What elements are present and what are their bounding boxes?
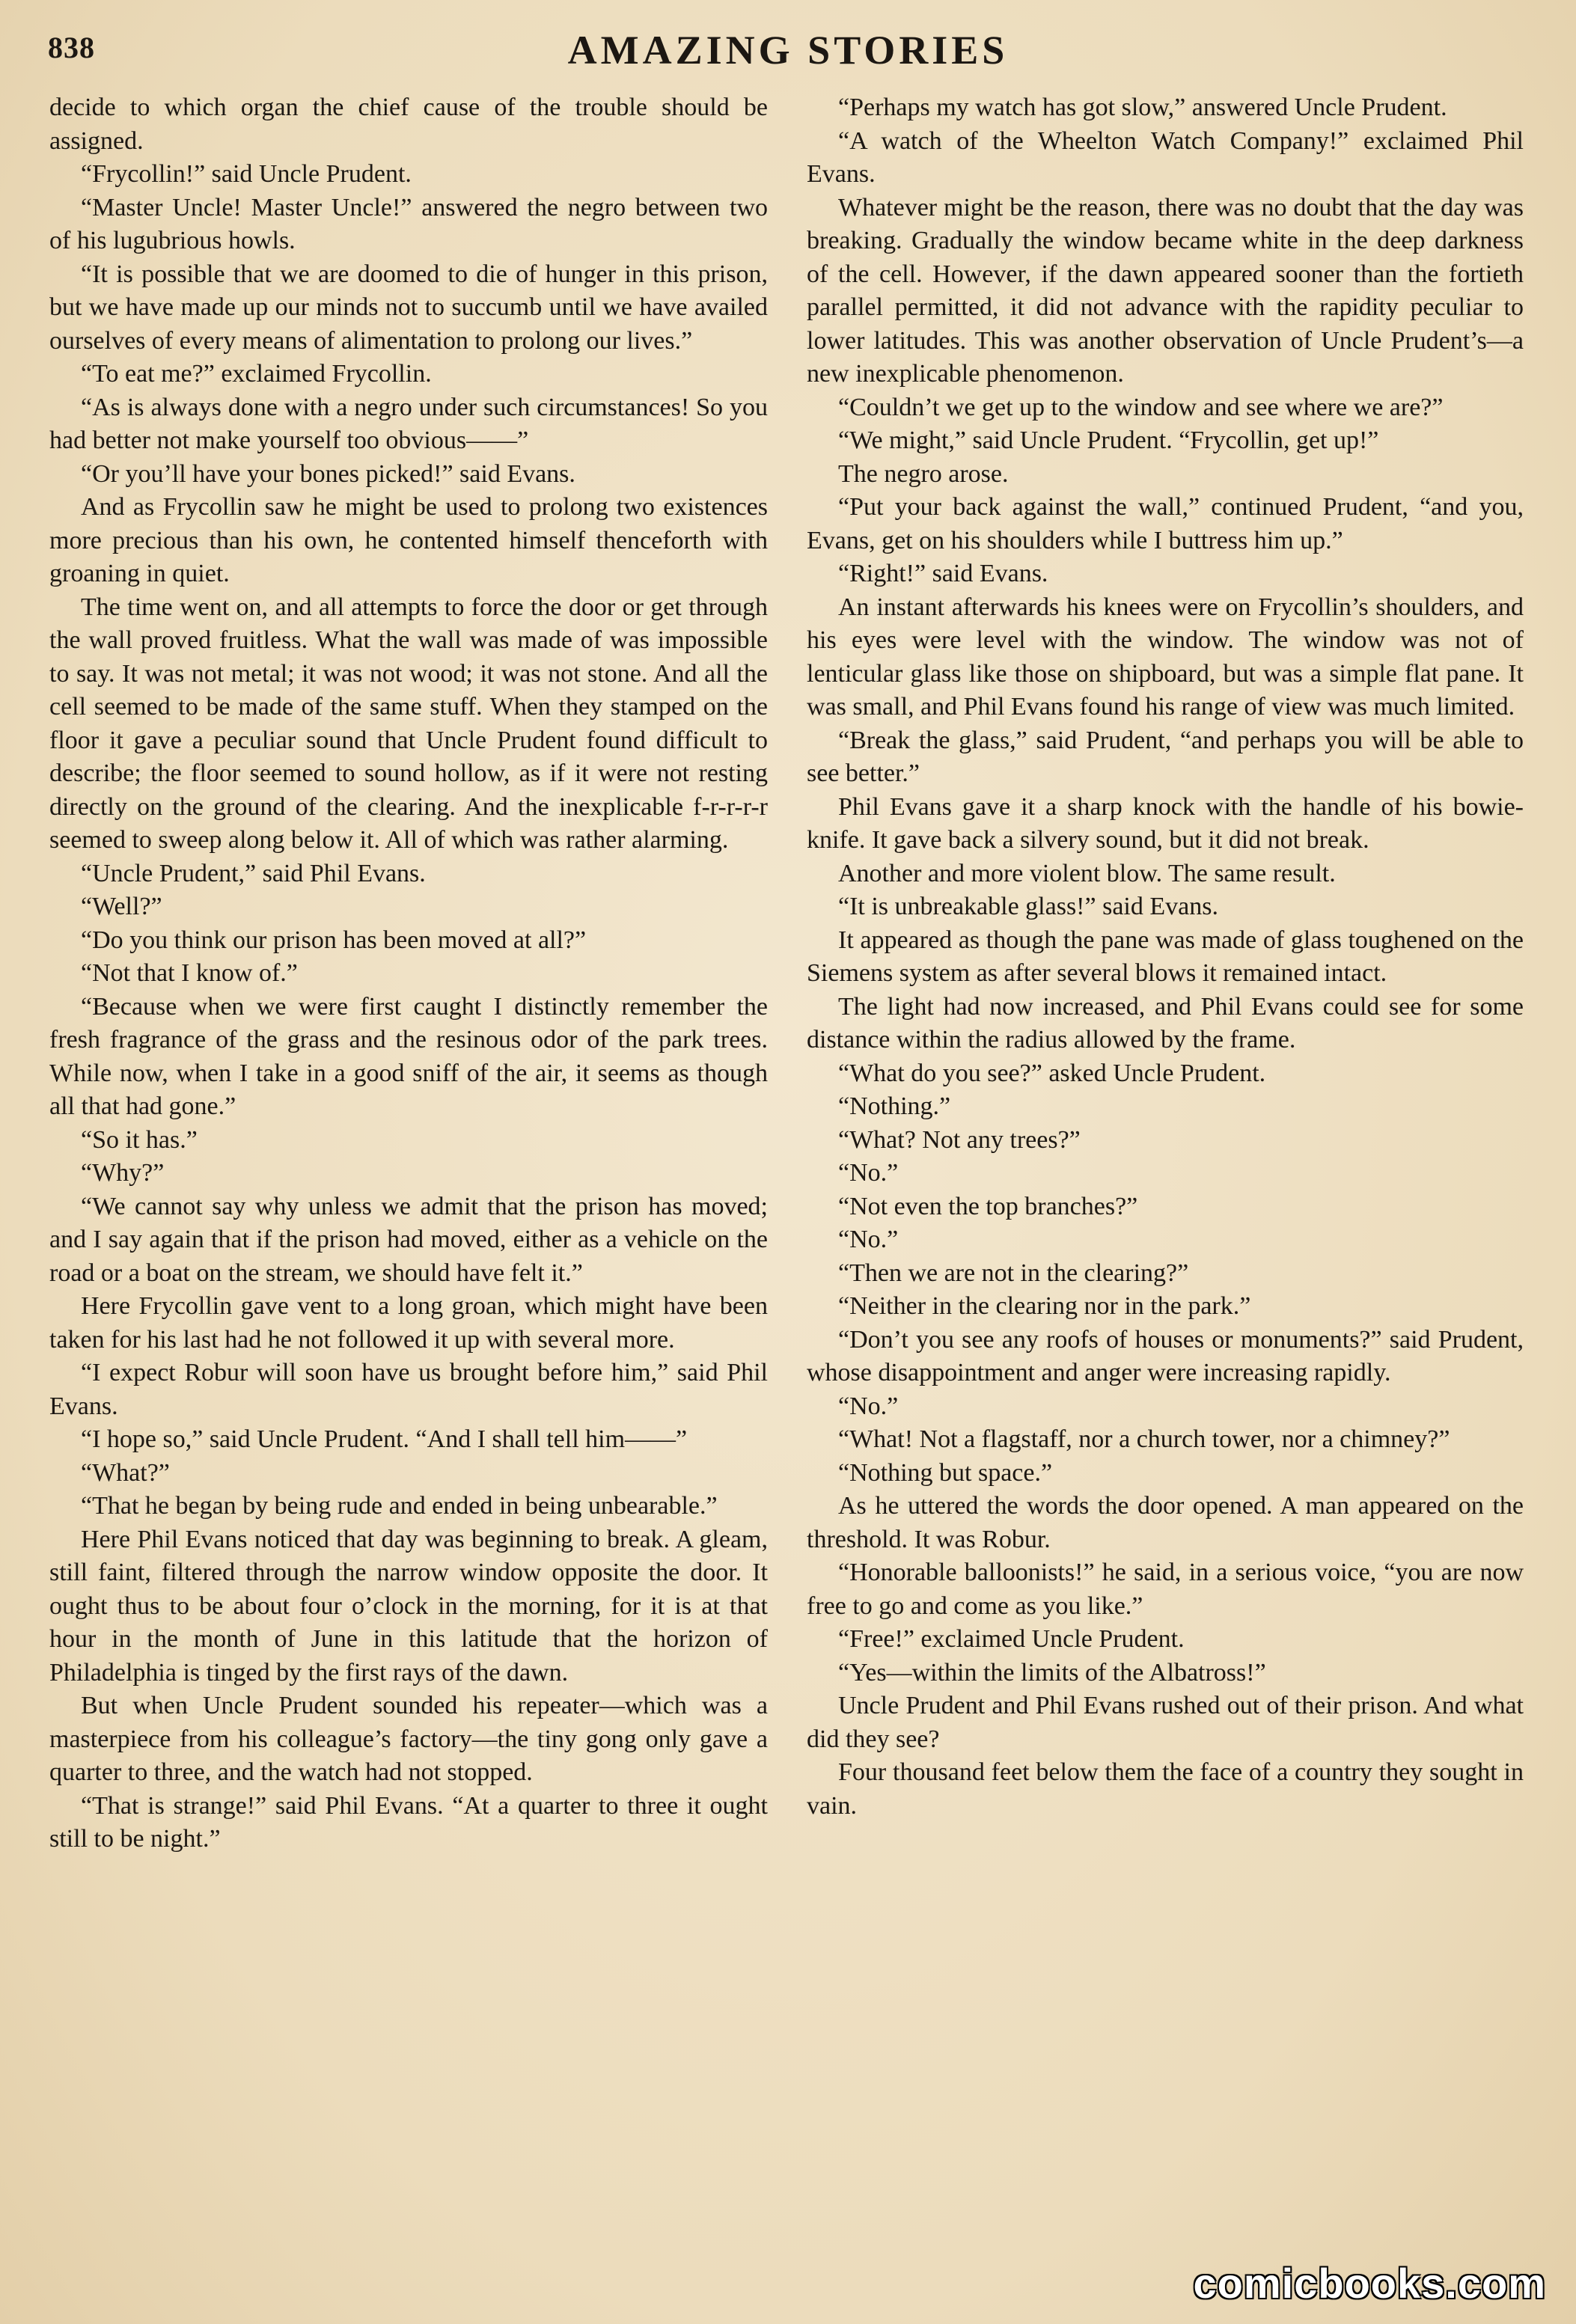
paragraph: “Or you’ll have your bones picked!” said Evans. — [81, 459, 575, 488]
paragraph: “Break the glass,” said Prudent, “and perhaps you will be able to see better.” — [807, 726, 1524, 787]
paragraph: “To eat me?” exclaimed Frycollin. — [81, 360, 432, 388]
magazine-title: AMAZING STORIES — [567, 28, 1009, 73]
paragraph: “No.” — [838, 1392, 899, 1420]
paragraph: “Perhaps my watch has got slow,” answered Uncle Prudent. — [838, 94, 1447, 121]
paragraph: “Nothing but space.” — [838, 1458, 1053, 1487]
paragraph: Uncle Prudent and Phil Evans rushed out of their prison. And what did they see? — [807, 1692, 1524, 1753]
page-header — [48, 27, 1528, 79]
watermark: comicbooks.com — [1193, 2260, 1546, 2307]
paragraph: “Because when we were first caught I distinctly remember the fresh fragrance of the grass and the resinous odor of the park trees. While now, when I take in a good sniff of the air, it seems as though all that had gone.” — [49, 992, 768, 1120]
paragraph: And as Frycollin saw he might be used to prolong two existences more precious than his own, he contented himself thenceforth with groaning in quiet. — [49, 493, 768, 587]
paragraph: As he uttered the words the door opened. A man appeared on the threshold. It was Robur. — [807, 1492, 1524, 1553]
paragraph: “We might,” said Uncle Prudent. “Frycollin, get up!” — [838, 426, 1379, 454]
paragraph: The light had now increased, and Phil Evans could see for some distance within the radius allowed by the frame. — [807, 992, 1524, 1054]
paragraph: “That he began by being rude and ended in being unbearable.” — [81, 1492, 718, 1520]
paragraph: “What do you see?” asked Uncle Prudent. — [838, 1059, 1266, 1087]
paragraph: “Right!” said Evans. — [838, 560, 1048, 587]
paragraph: It appeared as though the pane was made of glass toughened on the Siemens system as after several blows it remained intact. — [807, 926, 1524, 987]
left-text-column — [49, 91, 768, 1856]
paragraph: “Do you think our prison has been moved at all?” — [81, 926, 587, 954]
paragraph: “What?” — [81, 1458, 170, 1487]
paragraph: “So it has.” — [81, 1125, 198, 1154]
paragraph: “No.” — [838, 1226, 899, 1253]
paragraph: “Master Uncle! Master Uncle!” answered the negro between two of his lugubrious howls. — [49, 193, 768, 254]
paragraph: “Then we are not in the clearing?” — [838, 1259, 1189, 1287]
paragraph: “Well?” — [81, 893, 162, 920]
paragraph: “We cannot say why unless we admit that the prison has moved; and I say again that if the prison had moved, either as a vehicle on the road or a boat on the stream, we should have felt it.” — [49, 1192, 768, 1287]
paragraph: The negro arose. — [838, 459, 1009, 488]
paragraph: The time went on, and all attempts to force the door or get through the wall proved fruitless. What the wall was made of was impossible to say. It was not metal; it was not wood; it was not stone. And all the cell seemed to be made of the same stuff. When they stamped on the floor it gave a peculiar sound that Uncle Prudent found difficult to describe; the floor seemed to sound hollow, as if it were not resting directly on the ground of the clearing. And the inexplicable f-r-r-r-r seemed to sweep along below it. All of which was rather alarming. — [49, 593, 768, 854]
paragraph: “It is unbreakable glass!” said Evans. — [838, 893, 1218, 920]
paragraph: “Frycollin!” said Uncle Prudent. — [81, 160, 412, 188]
paragraph: “Neither in the clearing nor in the park.” — [838, 1292, 1251, 1320]
paragraph: “Don’t you see any roofs of houses or monuments?” said Prudent, whose disappointment and anger were increasing rapidly. — [807, 1325, 1524, 1386]
paragraph: But when Uncle Prudent sounded his repeater—which was a masterpiece from his colleague’s factory—the tiny gong only gave a quarter to three, and the watch had not stopped. — [49, 1692, 768, 1786]
paragraph: An instant afterwards his knees were on Frycollin’s shoulders, and his eyes were level with the window. The window was not of lenticular glass like those on shipboard, but was a simple flat pane. It was small, and Phil Evans found his range of view was much limited. — [807, 593, 1524, 721]
paragraph: “Not even the top branches?” — [838, 1192, 1138, 1220]
paragraph: Phil Evans gave it a sharp knock with the handle of his bowie-knife. It gave back a silvery sound, but it did not break. — [807, 792, 1524, 854]
paragraph: “As is always done with a negro under such circumstances! So you had better not make yourself too obvious——” — [49, 393, 768, 454]
paragraph: “Free!” exclaimed Uncle Prudent. — [838, 1625, 1185, 1653]
paragraph: “I hope so,” said Uncle Prudent. “And I shall tell him——” — [81, 1425, 688, 1453]
paragraph: Here Frycollin gave vent to a long groan, which might have been taken for his last had he not followed it up with several more. — [49, 1292, 768, 1354]
paragraph: “A watch of the Wheelton Watch Company!” exclaimed Phil Evans. — [807, 126, 1524, 188]
paragraph: “That is strange!” said Phil Evans. “At a quarter to three it ought still to be night.” — [49, 1791, 768, 1853]
paragraph: “Nothing.” — [838, 1092, 951, 1120]
paragraph: decide to which organ the chief cause of the trouble should be assigned. — [49, 94, 768, 155]
paragraph: “What? Not any trees?” — [838, 1125, 1081, 1154]
paragraph: “What! Not a flagstaff, nor a church tower, nor a chimney?” — [838, 1425, 1450, 1453]
paragraph: Here Phil Evans noticed that day was beginning to break. A gleam, still faint, filtered through the narrow window opposite the door. It ought thus to be about four o’clock in the morning, for it is at that hour in the month of June in this latitude that the horizon of Philadelphia is tinged by the first rays of the dawn. — [49, 1525, 768, 1687]
paragraph: “No.” — [838, 1159, 899, 1187]
paragraph: “Uncle Prudent,” said Phil Evans. — [81, 859, 426, 887]
paragraph: “Couldn’t we get up to the window and see where we are?” — [838, 393, 1444, 421]
paragraph: Four thousand feet below them the face of a country they sought in vain. — [807, 1758, 1524, 1820]
paragraph: “Put your back against the wall,” continued Prudent, “and you, Evans, get on his shoulders while I buttress him up.” — [807, 493, 1524, 554]
paragraph: “Not that I know of.” — [81, 959, 298, 987]
right-text-column — [807, 91, 1524, 1823]
paragraph: Whatever might be the reason, there was no doubt that the day was breaking. Gradually the window became white in the deep darkness of the cell. However, if the dawn appeared sooner than the fortieth parallel permitted, it did not advance with the rapidity peculiar to lower latitudes. This was another observation of Uncle Prudent’s—a new inexplicable phenomenon. — [807, 193, 1524, 388]
paragraph: Another and more violent blow. The same result. — [838, 859, 1336, 887]
paragraph: “Why?” — [81, 1159, 165, 1187]
page-number: 838 — [48, 31, 95, 64]
paragraph: “Yes—within the limits of the Albatross!” — [838, 1658, 1266, 1687]
paragraph: “Honorable balloonists!” he said, in a serious voice, “you are now free to go and come as you like.” — [807, 1559, 1524, 1620]
paragraph: “I expect Robur will soon have us brought before him,” said Phil Evans. — [49, 1359, 768, 1420]
paragraph: “It is possible that we are doomed to die of hunger in this prison, but we have made up our minds not to succumb until we have availed ourselves of every means of alimentation to prolong our lives.” — [49, 260, 768, 355]
